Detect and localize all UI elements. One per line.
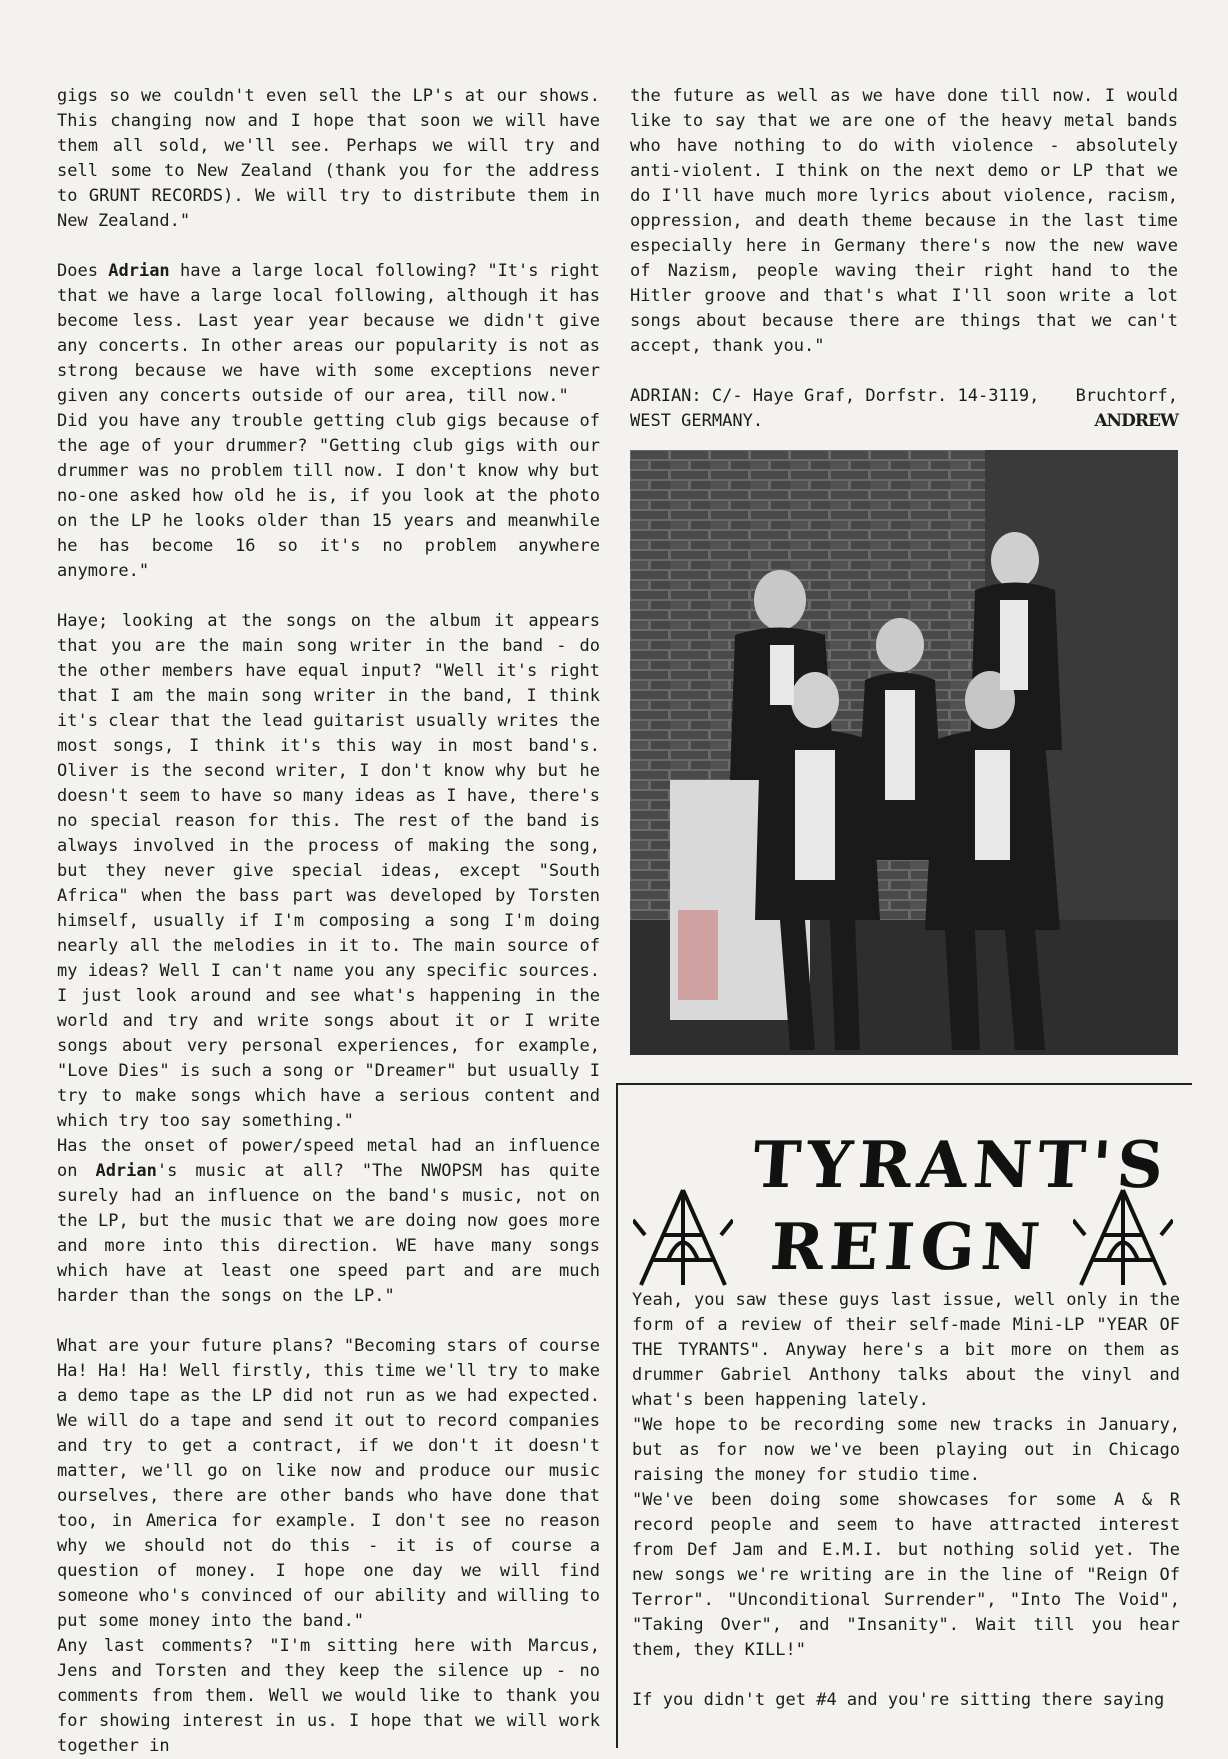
question-prefix: Does — [57, 261, 109, 281]
band-name: Adrian — [95, 1161, 157, 1181]
question-text: 's music at all? "The NWOPSM has quite surely had an influence on the band's music, not on the LP, but the music that we are doing now goes more and more into this direction. WE have many songs which have at least one speed part and are much harder than the songs on the LP." — [57, 1161, 600, 1306]
question-text: have a large local following? "It's right that we have a large local following, although it has become less. Last year year because we didn't give any concerts. In other areas our popularity is not as strong because we have with some exceptions never given any concerts outside of our area, till now." — [57, 261, 600, 406]
emblem-left-icon — [633, 1185, 733, 1295]
article-paragraph: Haye; looking at the songs on the album it appears that you are the main song writer in the band - do the other members have equal input? "Well it's right that I am the main song writer in the band, I think it's clear that the lead guitarist usually writes the most songs, I think it's this way in most band's. Oliver is the second writer, I don't know why but he doesn't seem to have so many ideas as I have, there's no special reason for this. The rest of the band is always involved in the process of making the song, but they never give special ideas, except "South Africa" when the bass part was developed by Torsten himself, usually if I'm composing a song I'm doing nearly all the melodies in it to. The main source of my ideas? Well I can't name you any specific sources. I just look around and see what's happening in the world and try and write songs about it or I write songs about very personal experiences, for example, "Love Dies" is such a song or "Dreamer" but usually I try to make songs which have a serious content and which try too say something." — [57, 611, 600, 1131]
article-paragraph: "We've been doing some showcases for some A & R record people and seem to have attracted interest from Def Jam and E.M.I. but nothing solid yet. The new songs we're writing are in the line of "Reign Of Terror". "Unconditional Surrender", "Into The Void", "Taking Over", and "Insanity". Wait till you hear them, they KILL!" — [632, 1490, 1180, 1660]
article-paragraph: What are your future plans? "Becoming stars of course Ha! Ha! Ha! Well firstly, this time we'll try to make a demo tape as the LP did not run as we had expected. We will do a tape and send it out to record companies and try to get a contract, if we don't it doesn't matter, we'll go on like now and produce our music ourselves, there are other bands who have done that too, in America for example. I don't see no reason why we should not do this - it is of course a question of money. I hope one day we will find someone who's convinced of our ability and willing to put some money into the band." — [57, 1336, 600, 1631]
article-paragraph: If you didn't get #4 and you're sitting there saying — [632, 1690, 1165, 1710]
tyrants-reign-text — [632, 1288, 1180, 1713]
band-name: Adrian — [108, 261, 170, 281]
article-paragraph: the future as well as we have done till now. I would like to say that we are one of the heavy metal bands who have nothing to do with violence - absolutely anti-violent. I think on the next demo or LP that we do I'll have much more lyrics about violence, racism, oppression, and death theme because in the last time especially here in Germany there's now the new wave of Nazism, people waving their right hand to the Hitler groove and that's what I'll soon write a lot songs about because there are things that we can't accept, thank you." — [630, 86, 1178, 356]
logo-title-line2: REIGN — [767, 1210, 1049, 1285]
band-logo-text — [750, 1125, 1172, 1289]
left-column — [57, 84, 600, 1759]
logo-title-line1: TYRANT'S — [750, 1128, 1172, 1203]
right-column — [630, 84, 1178, 434]
contact-address — [630, 384, 1178, 434]
tyrants-reign-box — [616, 1083, 1192, 1748]
article-paragraph: "We hope to be recording some new tracks in January, but as for now we've been playing out in Chicago raising the money for studio time. — [632, 1415, 1180, 1485]
band-photo — [630, 450, 1178, 1055]
author-signature: ANDREW — [1094, 411, 1178, 431]
article-paragraph — [57, 1134, 600, 1309]
address-country: WEST GERMANY. — [630, 411, 764, 431]
article-paragraph: Did you have any trouble getting club gigs because of the age of your drummer? "Getting club gigs with our drummer was no problem till now. I don't know why but no-one asked how old he is, if you look at the photo on the LP he looks older than 15 years and meanwhile he has become 16 so it's no problem anywhere anymore." — [57, 411, 600, 581]
address-line: ADRIAN: C/- Haye Graf, Dorfstr. 14-3119, — [630, 386, 1040, 406]
address-city: Bruchtorf, — [1075, 386, 1178, 406]
article-paragraph: gigs so we couldn't even sell the LP's at our shows. This changing now and I hope that soon we will have them all sold, we'll see. Perhaps we will try and sell some to New Zealand (thank you for the address to GRUNT RECORDS). We will try to distribute them in New Zealand." — [57, 86, 600, 231]
question-prefix: Has the onset of power/speed metal had an influence on — [57, 1136, 600, 1181]
article-paragraph: Any last comments? "I'm sitting here with Marcus, Jens and Torsten and they keep the silence up - no comments from them. Well we would like to thank you for showing interest in us. I hope that we will work together in — [57, 1636, 600, 1756]
emblem-right-icon — [1073, 1185, 1173, 1295]
article-paragraph: Yeah, you saw these guys last issue, well only in the form of a review of their self-made Mini-LP "YEAR OF THE TYRANTS". Anyway here's a bit more on them as drummer Gabriel Anthony talks about the vinyl and what's been happening lately. — [632, 1290, 1180, 1410]
article-paragraph — [57, 259, 600, 409]
